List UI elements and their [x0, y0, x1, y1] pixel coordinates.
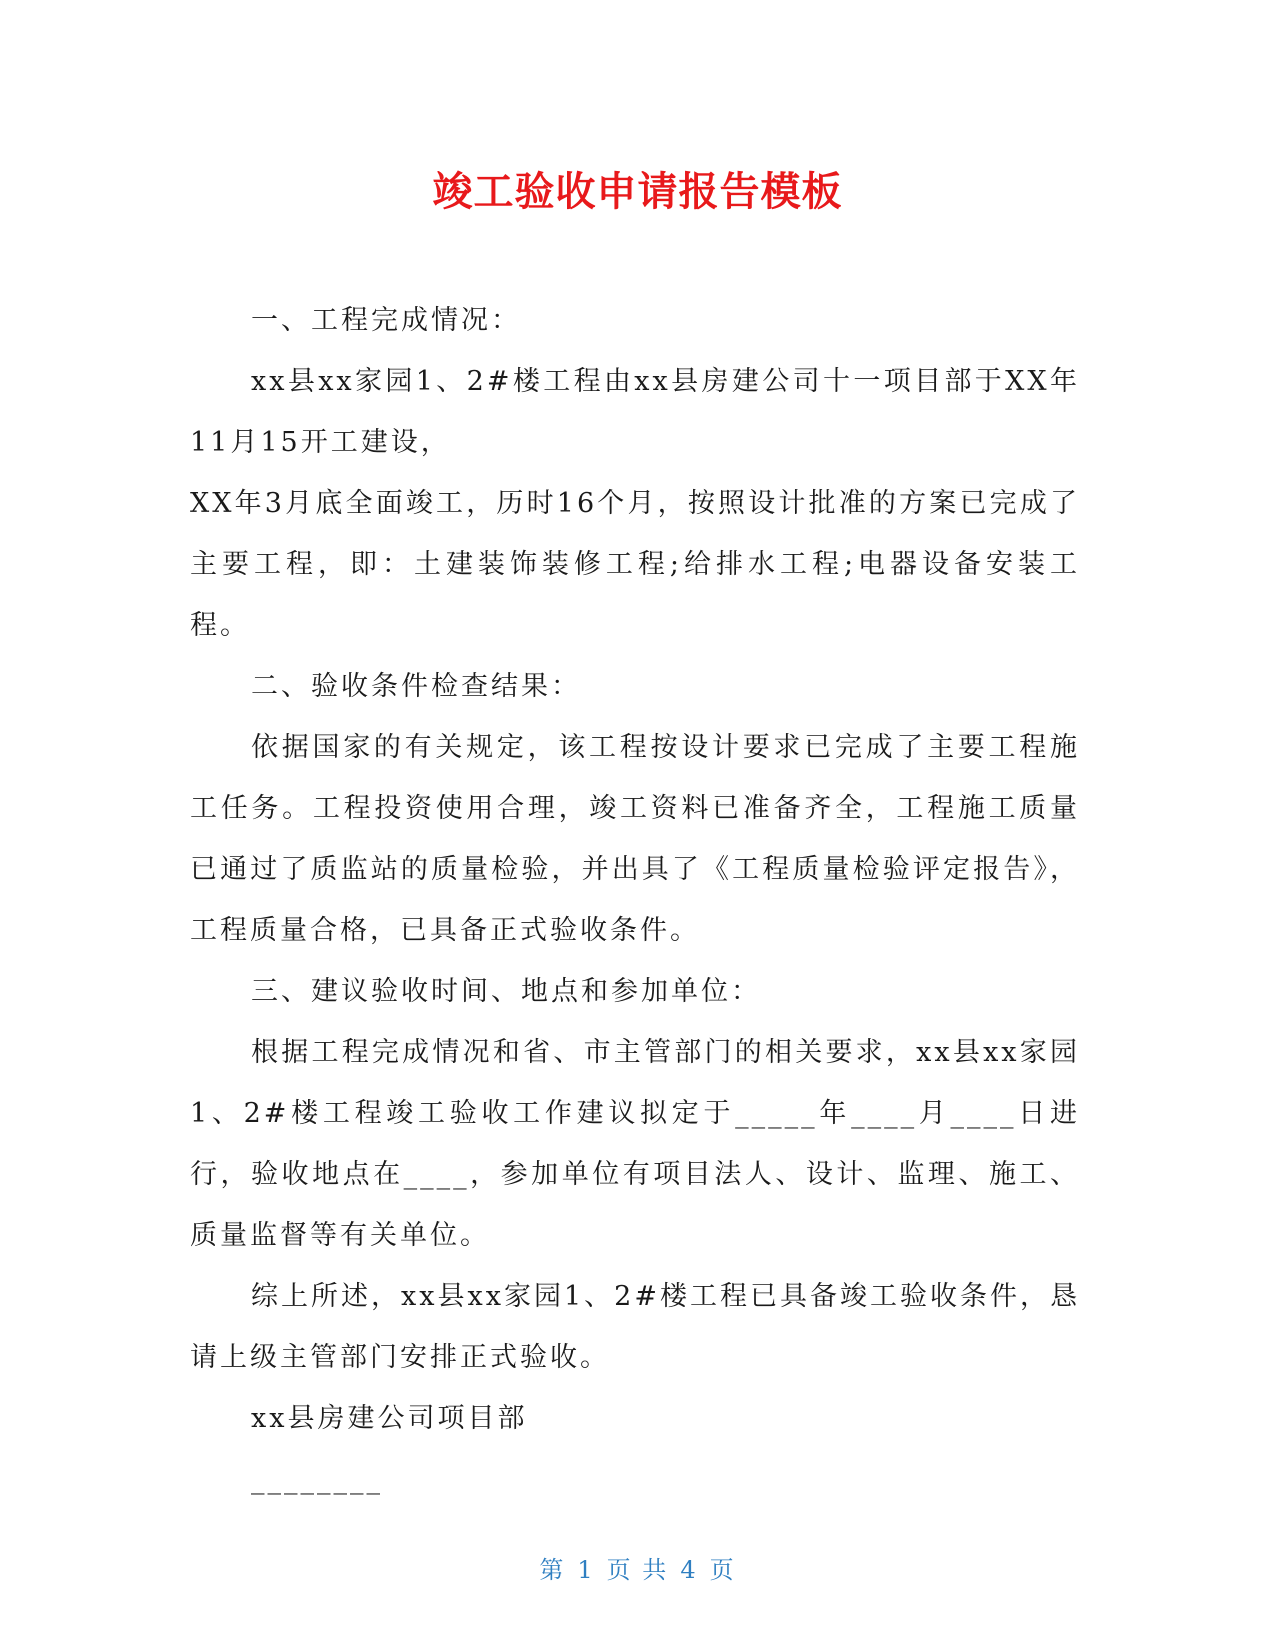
signature-line: ________: [251, 1464, 383, 1495]
signature-organization: xx县房建公司项目部: [251, 1403, 528, 1434]
section-heading-3: 三、建议验收时间、地点和参加单位：: [251, 976, 761, 1007]
paragraph-summary: 综上所述，xx县xx家园1、2#楼工程已具备竣工验收条件，恳请上级主管部门安排正式验收。: [190, 1281, 1080, 1373]
document-title: 竣工验收申请报告模板: [432, 169, 843, 215]
section-heading-1: 一、工程完成情况：: [251, 305, 521, 336]
paragraph-start-date: xx县xx家园1、2#楼工程由xx县房建公司十一项目部于XX年11月15开工建设，: [190, 366, 1080, 458]
paragraph-completion: XX年3月底全面竣工，历时16个月，按照设计批准的方案已完成了主要工程，即：土建装饰装修工程;给排水工程;电器设备安装工程。: [190, 488, 1080, 641]
footer-label-pages: 页: [709, 1556, 736, 1584]
footer-current-page: 1: [577, 1556, 595, 1584]
section-heading-2: 二、验收条件检查结果：: [251, 671, 581, 702]
page-footer: [0, 1550, 1275, 1585]
footer-label-page: 第: [539, 1556, 566, 1584]
paragraph-proposal: 根据工程完成情况和省、市主管部门的相关要求，xx县xx家园1、2#楼工程竣工验收工作建议拟定于_____年____月____日进行，验收地点在____，参加单位有项目法人、设计、监理、施工、质量监督等有关单位。: [190, 1037, 1080, 1251]
document-body: [190, 290, 1080, 1510]
footer-total-pages: 4: [680, 1556, 698, 1584]
paragraph-inspection-result: 依据国家的有关规定，该工程按设计要求已完成了主要工程施工任务。工程投资使用合理，竣工资料已准备齐全，工程施工质量已通过了质监站的质量检验，并出具了《工程质量检验评定报告》，工程质量合格，已具备正式验收条件。: [190, 732, 1080, 946]
footer-label-of: 页 共: [606, 1556, 669, 1584]
